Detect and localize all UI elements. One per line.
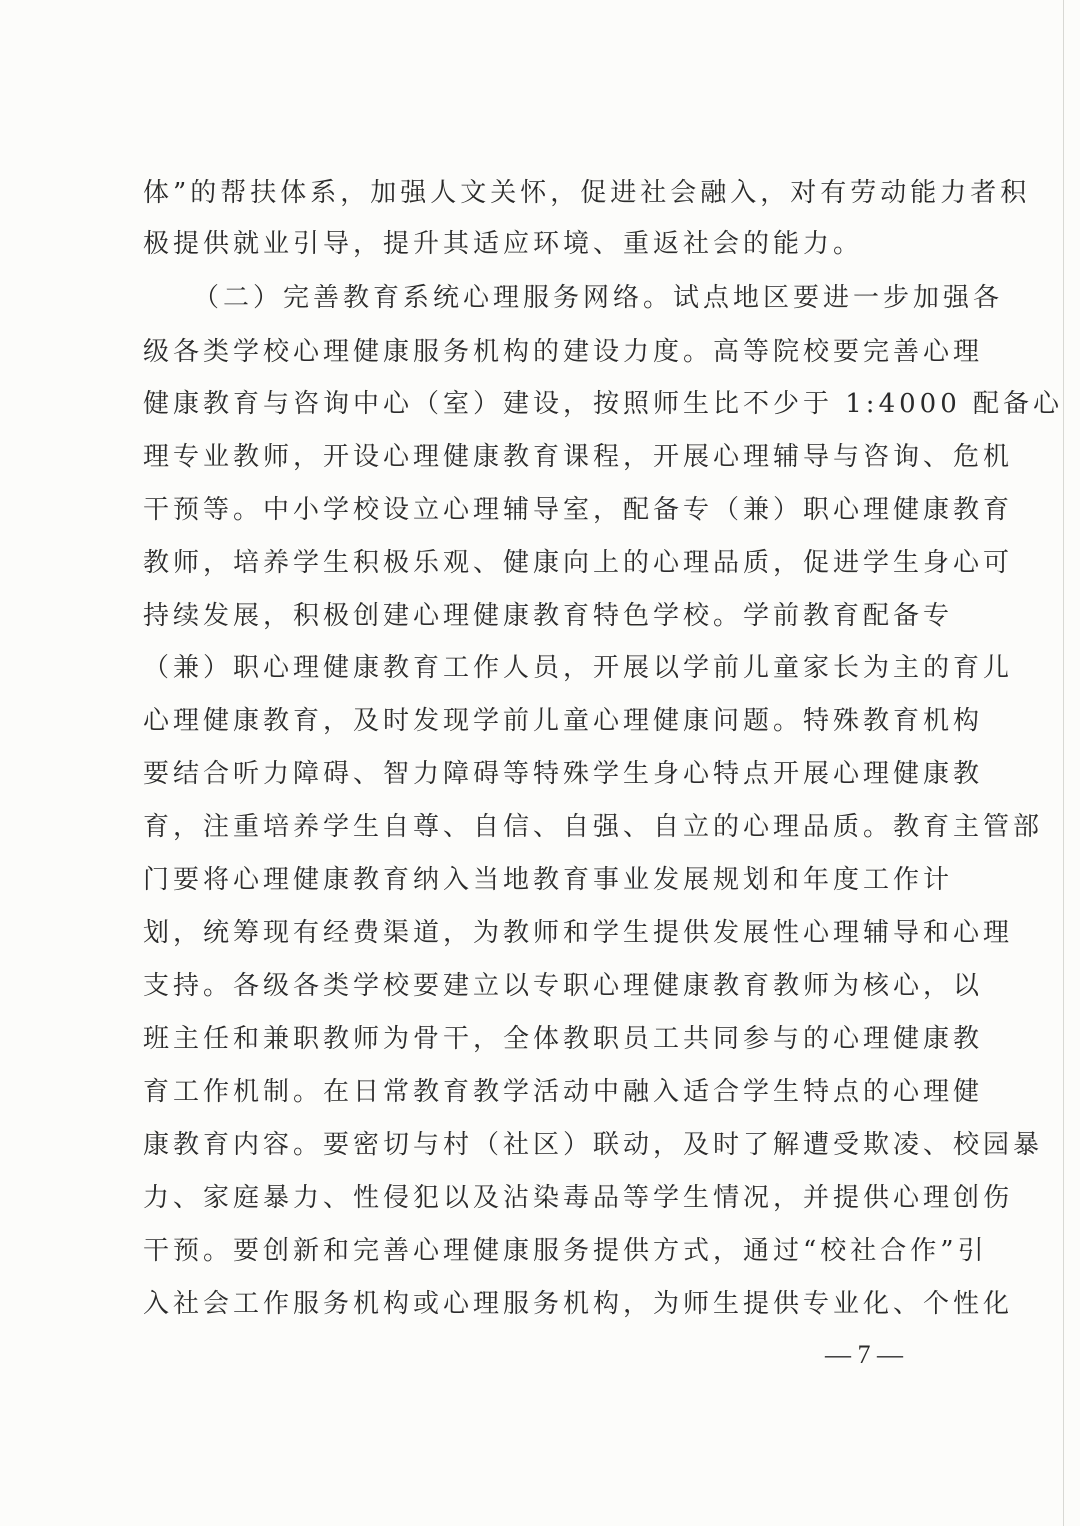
section-heading-line: （二）完善教育系统心理服务网络。试点地区要进一步加强各 <box>193 283 1004 313</box>
body-line: 持续发展，积极创建心理健康教育特色学校。学前教育配备专 <box>143 601 954 631</box>
body-line: 干预等。中小学校设立心理辅导室，配备专（兼）职心理健康教育 <box>143 495 1014 525</box>
body-line: 划，统筹现有经费渠道，为教师和学生提供发展性心理辅导和心理 <box>143 918 1014 948</box>
scan-edge-line <box>1063 0 1064 1526</box>
body-line: 体”的帮扶体系，加强人文关怀，促进社会融入，对有劳动能力者积 <box>143 178 1031 208</box>
body-line: 入社会工作服务机构或心理服务机构，为师生提供专业化、个性化 <box>143 1289 1014 1319</box>
body-line: （兼）职心理健康教育工作人员，开展以学前儿童家长为主的育儿 <box>143 653 1014 683</box>
body-line: 育工作机制。在日常教育教学活动中融入适合学生特点的心理健 <box>143 1077 984 1107</box>
body-line: 门要将心理健康教育纳入当地教育事业发展规划和年度工作计 <box>143 865 954 895</box>
body-line: 康教育内容。要密切与村（社区）联动，及时了解遭受欺凌、校园暴 <box>143 1130 1044 1160</box>
body-line: 健康教育与咨询中心（室）建设，按照师生比不少于 1:4000 配备心 <box>143 389 1063 419</box>
body-line: 心理健康教育，及时发现学前儿童心理健康问题。特殊教育机构 <box>143 706 984 736</box>
body-line: 极提供就业引导，提升其适应环境、重返社会的能力。 <box>143 229 864 259</box>
body-line: 理专业教师，开设心理健康教育课程，开展心理辅导与咨询、危机 <box>143 442 1014 472</box>
body-line: 教师，培养学生积极乐观、健康向上的心理品质，促进学生身心可 <box>143 548 1014 578</box>
body-line: 要结合听力障碍、智力障碍等特殊学生身心特点开展心理健康教 <box>143 759 984 789</box>
body-line: 力、家庭暴力、性侵犯以及沾染毒品等学生情况，并提供心理创伤 <box>143 1183 1014 1213</box>
body-line: 级各类学校心理健康服务机构的建设力度。高等院校要完善心理 <box>143 337 984 367</box>
body-line: 干预。要创新和完善心理健康服务提供方式，通过“校社合作”引 <box>143 1236 988 1266</box>
body-line: 班主任和兼职教师为骨干，全体教职员工共同参与的心理健康教 <box>143 1024 984 1054</box>
body-line: 育，注重培养学生自尊、自信、自强、自立的心理品质。教育主管部 <box>143 812 1044 842</box>
body-line: 支持。各级各类学校要建立以专职心理健康教育教师为核心，以 <box>143 971 984 1001</box>
page-number: — 7 — <box>825 1340 903 1369</box>
